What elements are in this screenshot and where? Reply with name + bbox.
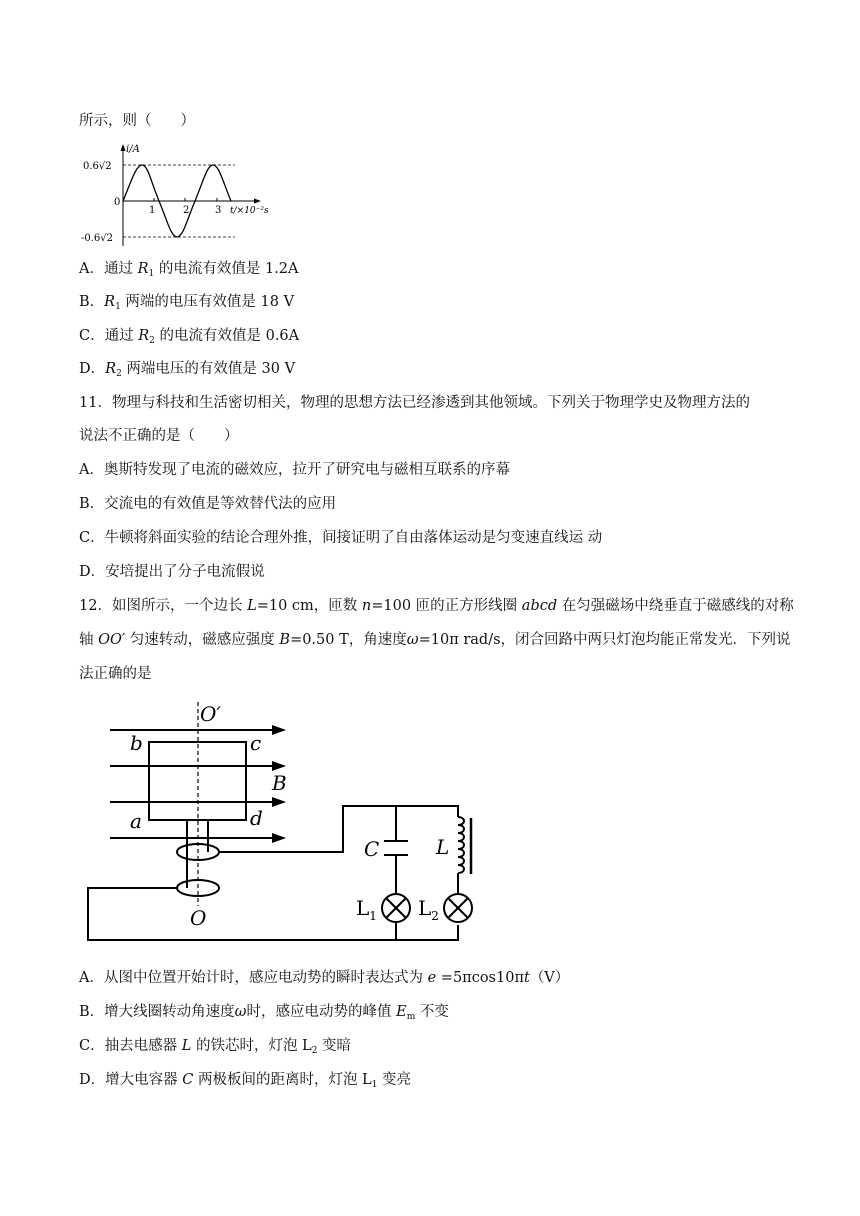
axis-top-label: O′ [200,702,221,726]
q10-option-b: B．$R_1$ 两端的电压有效值是 18 V [79,294,295,312]
coil-corner-b-label: b [130,731,143,755]
q11-option-c: C．牛顿将斜面实验的结论合理外推，间接证明了自由落体运动是匀变速直线运 动 [79,530,603,546]
coil-corner-c-label: c [250,731,262,755]
y-min-label: -0.6√2 [81,233,114,244]
q11-option-a: A．奥斯特发现了电流的磁效应，拉开了研究电与磁相互联系的序幕 [79,462,510,478]
q10-option-c: C．通过 $R_2$ 的电流有效值是 0.6A [79,328,300,346]
x-tick-label: 2 [183,205,190,216]
q12-stem-line1: 12．如图所示，一个边长 L=10 cm，匝数 n=100 匝的正方形线圈 abcd 在匀强磁场中绕垂直于磁感线的对称 [79,598,794,614]
x-tick-label: 1 [149,205,156,216]
q12-option-b: B．增大线圈转动角速度ω时，感应电动势的峰值 $E_m$ 不变 [79,1004,449,1022]
y-max-label: 0.6√2 [83,161,112,172]
q11-option-d: D．安培提出了分子电流假说 [79,564,265,580]
question-intro: 所示，则（ ） [79,113,195,129]
coil-corner-d-label: d [250,806,263,830]
y-axis-label: i/A [126,144,140,155]
origin-label: 0 [114,197,121,208]
q11-stem-line2: 说法不正确的是（ ） [79,428,239,444]
x-axis-label: t/×10⁻²s [230,206,269,216]
coil-corner-a-label: a [130,809,142,833]
lamp-l1-label: $L_1$ [356,896,377,923]
lamp-l2-label: $L_2$ [418,896,439,923]
lamp-l1-icon [382,894,410,922]
axis-bottom-label: O [190,906,207,930]
q12-option-d: D．增大电容器 C 两极板间的距离时，灯泡 $L_1$ 变亮 [79,1072,412,1090]
q12-option-a: A．从图中位置开始计时，感应电动势的瞬时表达式为 e =5πcos10πt（V） [79,970,570,986]
generator-circuit-diagram [78,700,478,950]
q12-option-c: C．抽去电感器 L 的铁芯时，灯泡 $L_2$ 变暗 [79,1038,352,1056]
current-time-graph [79,142,279,248]
q12-stem-line3: 法正确的是 [79,666,152,682]
field-b-label: B [272,771,287,795]
lamp-l2-icon [444,894,472,922]
inductor-label: L [436,835,450,859]
q11-option-b: B．交流电的有效值是等效替代法的应用 [79,496,337,512]
q10-option-a: A．通过 $R_1$ 的电流有效值是 1.2A [79,261,299,279]
q11-stem-line1: 11．物理与科技和生活密切相关，物理的思想方法已经渗透到其他领域。下列关于物理学史及物理方法的 [79,395,750,411]
x-tick-label: 3 [215,205,222,216]
q10-option-d: D．$R_2$ 两端电压的有效值是 30 V [79,361,296,379]
capacitor-label: C [364,837,380,861]
inductor-coil [458,817,464,873]
q12-stem-line2: 轴 OO′ 匀速转动，磁感应强度 B=0.50 T，角速度ω=10π rad/s，闭合回路中两只灯泡均能正常发光．下列说 [79,632,791,648]
